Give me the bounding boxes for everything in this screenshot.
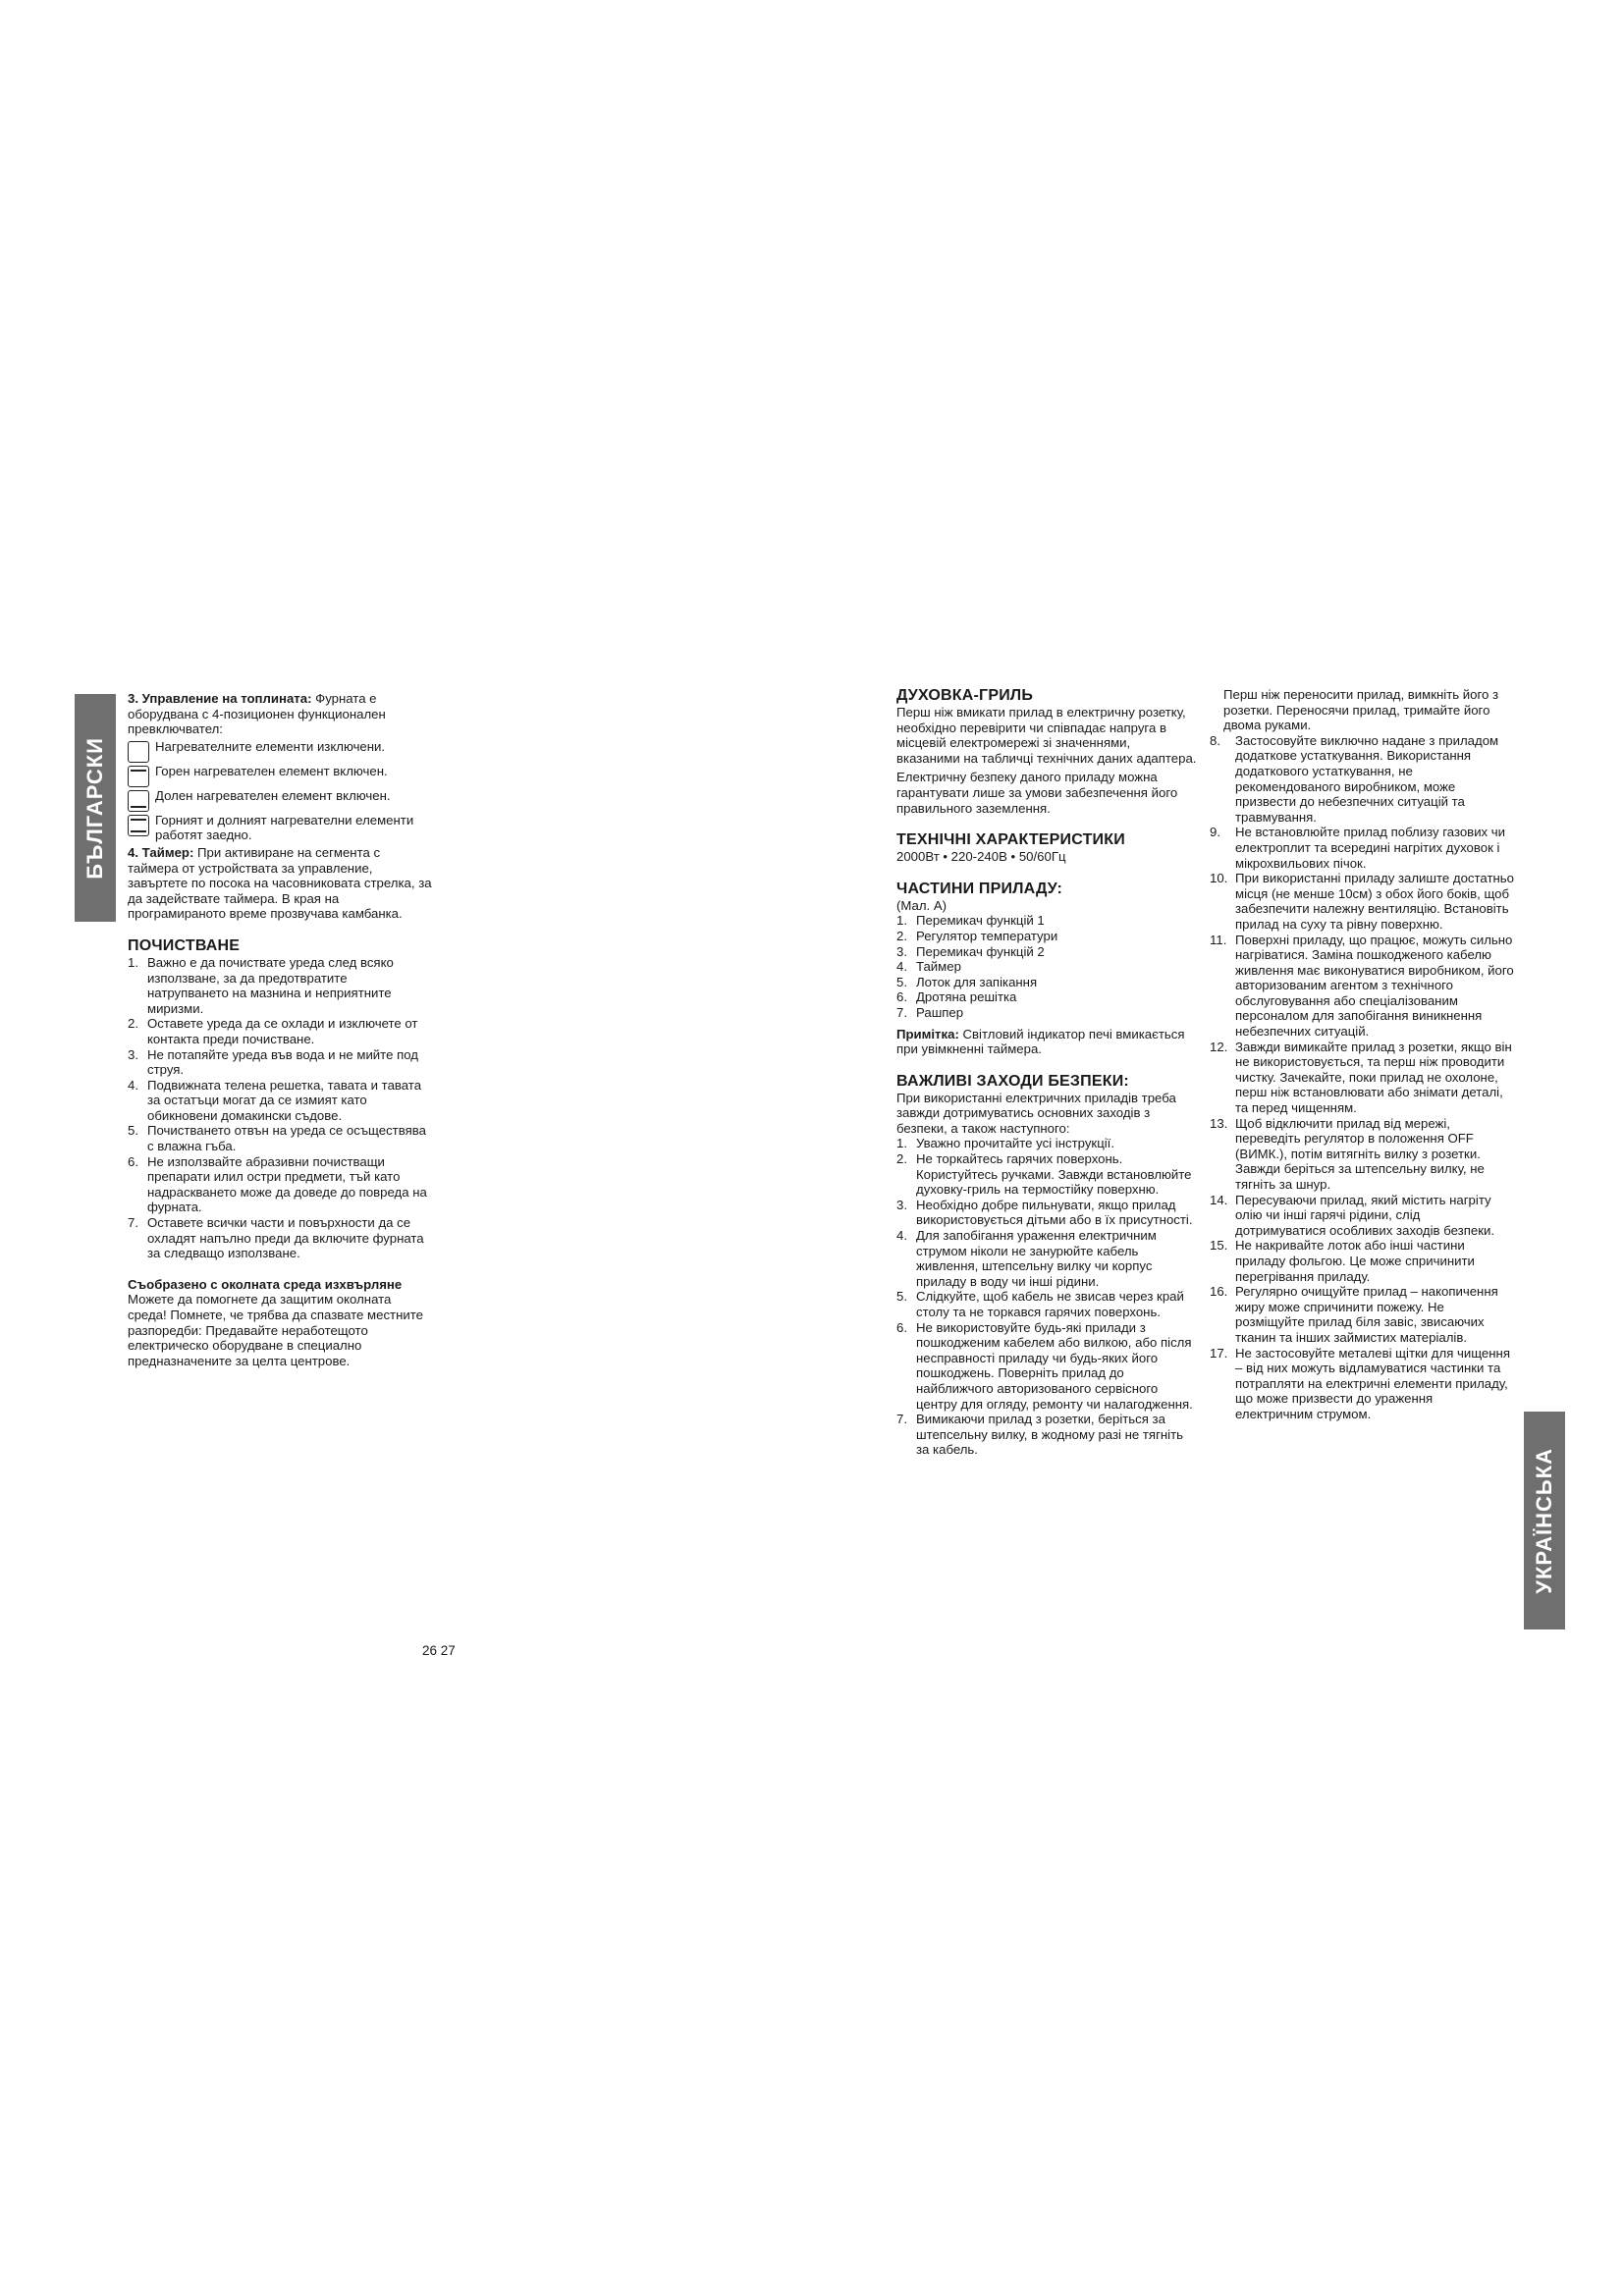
oven-mode-top-icon	[128, 766, 149, 787]
list-text: Перемикач функцій 2	[916, 943, 1045, 959]
list-text: Не торкайтесь гарячих поверхонь. Користуйтесь ручками. Завжди встановлюйте духовку-гриль на термостійку поверхню.	[916, 1151, 1192, 1198]
safety-list-item	[1210, 933, 1514, 1040]
right-column-1	[896, 687, 1197, 1458]
language-tab-ukrainian	[1524, 1412, 1565, 1629]
list-text: Таймер	[916, 959, 961, 975]
list-number: 1.	[896, 913, 907, 929]
safety-list-item	[1210, 1193, 1514, 1239]
list-text: Не използвайте абразивни почистващи препарати илил остри предмети, тъй като надраскването може да доведе до повреда на фурната.	[147, 1153, 427, 1215]
list-text: Оставете всички части и повърхности да се охладят напълно преди да включите фурната за следващо използване.	[147, 1215, 424, 1261]
safety-list-item	[1210, 871, 1514, 932]
list-number: 4.	[896, 1228, 907, 1244]
list-text: Не застосовуйте металеві щітки для чищення – від них можуть відламуватися частинки та потрапляти на електричні елементи приладу, що може призвести до ураження електричним струмом.	[1235, 1345, 1510, 1421]
cleaning-list-item	[128, 1123, 432, 1153]
safety-list-item	[896, 1198, 1197, 1228]
mode-label: Горен нагревателен елемент включен.	[155, 763, 388, 778]
safety-intro: При використанні електричних приладів треба завжди дотримуватись основних заходів з безпеки, а також наступного:	[896, 1090, 1176, 1136]
list-text: Не встановлюйте прилад поблизу газових чи електроплит та всередині нагрітих духовок і мікрохвильових пічок.	[1235, 825, 1506, 871]
note-label: Примітка:	[896, 1026, 959, 1041]
mode-item-both	[128, 813, 432, 843]
list-number: 5.	[896, 974, 907, 989]
cleaning-list	[128, 955, 432, 1261]
safety-list-item	[1210, 825, 1514, 871]
list-text: Уважно прочитайте усі інструкції.	[916, 1136, 1115, 1151]
cleaning-list-item	[128, 1047, 432, 1078]
oven-title: ДУХОВКА-ГРИЛЬ	[896, 687, 1034, 704]
parts-list	[896, 913, 1197, 1020]
parts-list-item	[896, 944, 1197, 960]
safety-title: ВАЖЛИВІ ЗАХОДИ БЕЗПЕКИ:	[896, 1072, 1129, 1090]
environment-title: Съобразено с околната среда изхвърляне	[128, 1276, 403, 1292]
list-number: 9.	[1210, 825, 1220, 840]
cleaning-list-item	[128, 1215, 432, 1261]
language-tab-label: УКРАЇНСЬКА	[1532, 1447, 1556, 1594]
safety-list-item	[896, 1412, 1197, 1458]
parts-title: ЧАСТИНИ ПРИЛАДУ:	[896, 880, 1063, 897]
oven-mode-bottom-icon	[128, 790, 149, 812]
mode-label: Долен нагревателен елемент включен.	[155, 787, 391, 803]
list-text: Пересуваючи прилад, який містить нагріту олію чи інші гарячі рідини, слід дотримуватися особливих заходів безпеки.	[1235, 1192, 1494, 1238]
list-text: Застосовуйте виключно надане з приладом додаткове устаткування. Використання додаткового устаткування, не рекомендованого виробником, може призвести до небезпечних ситуацій та травмування.	[1235, 732, 1499, 825]
parts-list-item	[896, 975, 1197, 990]
oven-paragraph-2: Електричну безпеку даного приладу можна гарантувати лише за умови забезпечення його правильного заземлення.	[896, 770, 1178, 816]
safety-list-item	[896, 1289, 1197, 1319]
list-text: Не використовуйте будь-які прилади з пошкодженим кабелем або вилкою, або після несправності приладу чи будь-яких його пошкоджень. Поверніть прилад до найближчого авторизованого сервісного центру для огляду, ремонту чи налагодження.	[916, 1319, 1193, 1412]
safety-list-b	[1210, 733, 1514, 1422]
list-number: 2.	[896, 928, 907, 943]
list-number: 12.	[1210, 1039, 1228, 1054]
list-number: 7.	[128, 1215, 138, 1231]
list-number: 3.	[128, 1046, 138, 1062]
list-text: Оставете уреда да се охлади и изключете от контакта преди почистване.	[147, 1016, 418, 1046]
list-number: 16.	[1210, 1284, 1228, 1300]
right-column-2	[1210, 687, 1514, 1422]
specs-text: 2000Вт • 220-240В • 50/60Гц	[896, 849, 1066, 865]
list-number: 11.	[1210, 932, 1227, 947]
timer-paragraph	[128, 845, 432, 922]
environment-text: Можете да помогнете да защитим околната среда! Помнете, че трябва да спазвате местните разпоредби: Предавайте неработещото електрическо оборудване в специално предназначените за целта центрове.	[128, 1292, 423, 1368]
safety-list-item	[1210, 1116, 1514, 1193]
cleaning-list-item	[128, 1154, 432, 1215]
list-number: 7.	[896, 1412, 907, 1427]
note-paragraph	[896, 1027, 1197, 1057]
safety-list-item	[1210, 1284, 1514, 1345]
list-number: 2.	[896, 1151, 907, 1167]
list-number: 13.	[1210, 1115, 1228, 1131]
list-number: 6.	[128, 1153, 138, 1169]
safety-list-item	[896, 1151, 1197, 1198]
timer-text: При активиране на сегмента с таймера от устройствата за управление, завъртете по посока на часовниковата стрелка, за да задействате таймера. В края на програмираното време прозвучава камбанка.	[128, 844, 432, 922]
list-text: Не потапяйте уреда във вода и не мийте под струя.	[147, 1046, 418, 1078]
parts-ref: (Мал. А)	[896, 897, 947, 913]
safety-continuation: Перш ніж переносити прилад, вимкніть його з розетки. Переносячи прилад, тримайте його двома руками.	[1223, 687, 1499, 733]
parts-list-item	[896, 1005, 1197, 1021]
safety-list-item	[1210, 733, 1514, 826]
list-number: 5.	[128, 1123, 138, 1139]
safety-list-item	[1210, 1238, 1514, 1284]
list-number: 3.	[896, 1197, 907, 1212]
cleaning-list-item	[128, 1078, 432, 1124]
list-text: Вимикаючи прилад з розетки, беріться за штепсельну вилку, в жодному разі не тягніть за кабель.	[916, 1412, 1184, 1458]
mode-label: Горният и долният нагревателни елементи работят заедно.	[155, 812, 414, 843]
safety-list-item	[896, 1320, 1197, 1413]
list-text: Дротяна решітка	[916, 989, 1017, 1005]
parts-list-item	[896, 913, 1197, 929]
safety-list-item	[1210, 1040, 1514, 1116]
left-column	[128, 691, 432, 1368]
timer-heading: 4. Таймер:	[128, 844, 194, 860]
mode-label: Нагревателните елементи изключени.	[155, 738, 386, 754]
list-number: 1.	[896, 1136, 907, 1151]
parts-list-item	[896, 959, 1197, 975]
cleaning-list-item	[128, 1016, 432, 1046]
list-number: 6.	[896, 1319, 907, 1335]
list-number: 8.	[1210, 732, 1220, 748]
mode-list	[128, 739, 432, 843]
list-number: 7.	[896, 1004, 907, 1020]
list-text: Щоб відключити прилад від мережі, переведіть регулятор в положення OFF (ВИМК.), потім витягніть вилку з розетки. Завжди беріться за штепсельну вилку, не тягніть за шнур.	[1235, 1115, 1485, 1192]
list-text: Рашпер	[916, 1004, 964, 1020]
mode-item-bottom	[128, 788, 432, 812]
safety-list-a	[896, 1136, 1197, 1457]
heat-control-paragraph	[128, 691, 432, 737]
list-text: Почистването отвън на уреда се осъществява с влажна гъба.	[147, 1123, 426, 1154]
list-text: Подвижната телена решетка, тавата и тавата за остатъци могат да се измият като обикновени домакински съдове.	[147, 1077, 422, 1123]
list-number: 3.	[896, 943, 907, 959]
oven-mode-off-icon	[128, 741, 149, 763]
list-number: 6.	[896, 989, 907, 1005]
mode-item-top	[128, 764, 432, 787]
list-text: Регулятор температури	[916, 928, 1058, 943]
heat-control-text: Фурната е оборудвана с 4-позиционен функционален превключвател:	[128, 691, 386, 737]
list-text: Перемикач функцій 1	[916, 913, 1045, 929]
mode-item-off	[128, 739, 432, 763]
list-text: Поверхні приладу, що працює, можуть сильно нагріватися. Заміна пошкодженого кабелю живлення має виконуватися виробником, його авторизованим агентом з технічного обслуговування або спеціалізованим персоналом для запобігання виникнення небезпечних ситуацій.	[1235, 932, 1514, 1040]
list-number: 10.	[1210, 871, 1228, 886]
cleaning-list-item	[128, 955, 432, 1016]
oven-paragraph-1: Перш ніж вмикати прилад в електричну розетку, необхідно перевірити чи співпадає напруга в місцевій електромережі зі значеннями, вказаними на табличці технічних даних адаптера.	[896, 705, 1197, 766]
parts-list-item	[896, 929, 1197, 944]
safety-list-item	[1210, 1346, 1514, 1422]
list-text: Регулярно очищуйте прилад – накопичення жиру може спричинити пожежу. Не розміщуйте прилад біля завіс, звисаючих тканин та інших займистих матеріалів.	[1235, 1284, 1498, 1345]
list-text: Завжди вимикайте прилад з розетки, якщо він не використовується, та перш ніж проводити чистку. Зачекайте, поки прилад не охолоне, перш ніж встановлювати або знімати деталі, та перед чищенням.	[1235, 1039, 1512, 1116]
safety-list-item	[896, 1228, 1197, 1289]
specs-title: ТЕХНІЧНІ ХАРАКТЕРИСТИКИ	[896, 831, 1125, 849]
list-text: Слідкуйте, щоб кабель не звисав через край столу та не торкався гарячих поверхонь.	[916, 1289, 1184, 1319]
list-text: Не накривайте лоток або інші частини приладу фольгою. Це може спричинити перегрівання приладу.	[1235, 1238, 1475, 1284]
list-number: 4.	[128, 1077, 138, 1093]
cleaning-title: ПОЧИСТВАНЕ	[128, 936, 241, 954]
oven-mode-both-icon	[128, 815, 149, 836]
language-tab-bulgarian	[75, 694, 116, 922]
list-number: 15.	[1210, 1238, 1228, 1254]
heat-control-heading: 3. Управление на топлината:	[128, 691, 312, 706]
list-number: 1.	[128, 954, 138, 970]
list-number: 2.	[128, 1016, 138, 1032]
list-number: 17.	[1210, 1345, 1228, 1361]
note-text: Світловий індикатор печі вмикається при увімкненні таймера.	[896, 1026, 1185, 1057]
parts-list-item	[896, 989, 1197, 1005]
list-number: 5.	[896, 1289, 907, 1305]
page-numbers: 26 27	[422, 1643, 456, 1658]
list-text: Для запобігання ураження електричним струмом ніколи не занурюйте кабель живлення, штепсельну вилку чи корпус приладу в воду чи інші рідини.	[916, 1228, 1157, 1289]
safety-list-item	[896, 1136, 1197, 1151]
list-text: При використанні приладу залиште достатньо місця (не менше 10см) з обох його боків, щоб забезпечити належну вентиляцію. Встановіть прилад на суху та рівну поверхню.	[1235, 871, 1514, 932]
list-text: Важно е да почиствате уреда след всяко използване, за да предотвратите натрупването на мазнина и неприятните миризми.	[147, 954, 394, 1016]
language-tab-label: БЪЛГАРСКИ	[82, 736, 107, 880]
list-text: Необхідно добре пильнувати, якщо прилад використовується дітьми або в їх присутності.	[916, 1197, 1193, 1228]
list-text: Лоток для запікання	[916, 974, 1038, 989]
list-number: 14.	[1210, 1192, 1228, 1207]
list-number: 4.	[896, 959, 907, 975]
